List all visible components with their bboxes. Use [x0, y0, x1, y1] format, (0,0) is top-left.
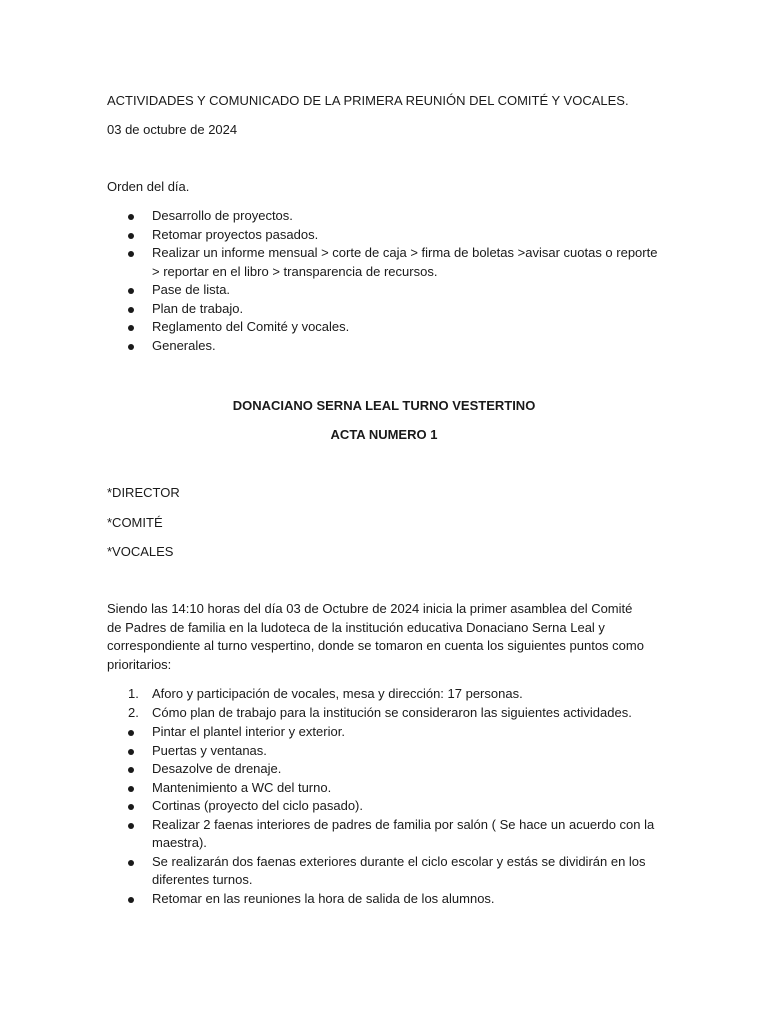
- list-item: Realizar un informe mensual > corte de caja > firma de boletas >avisar cuotas o reporte > reportar en el libro > transparencia de recursos.: [107, 244, 667, 281]
- agenda-label: Orden del día.: [107, 179, 190, 194]
- list-item: Pase de lista.: [107, 281, 667, 300]
- bullet-icon: [128, 307, 134, 313]
- list-item: Desazolve de drenaje.: [107, 760, 667, 779]
- bullet-icon: [128, 344, 134, 350]
- list-item: Retomar en las reuniones la hora de salida de los alumnos.: [107, 890, 667, 909]
- list-item: Puertas y ventanas.: [107, 742, 667, 761]
- activities-list: [107, 723, 667, 908]
- numbered-list: [107, 685, 667, 722]
- bullet-icon: [128, 823, 134, 829]
- attendee-comite: *COMITÉ: [107, 515, 163, 530]
- attendee-director: *DIRECTOR: [107, 485, 180, 500]
- list-item: Generales.: [107, 337, 667, 356]
- list-item: Mantenimiento a WC del turno.: [107, 779, 667, 798]
- bullet-icon: [128, 251, 134, 257]
- bullet-icon: [128, 804, 134, 810]
- document-date: 03 de octubre de 2024: [107, 122, 238, 137]
- bullet-icon: [128, 767, 134, 773]
- list-item: Reglamento del Comité y vocales.: [107, 318, 667, 337]
- bullet-icon: [128, 288, 134, 294]
- bullet-icon: [128, 325, 134, 331]
- bullet-icon: [128, 214, 134, 220]
- list-item: Plan de trabajo.: [107, 300, 667, 319]
- bullet-icon: [128, 897, 134, 903]
- agenda-list: [107, 207, 667, 355]
- list-item: Se realizarán dos faenas exteriores durante el ciclo escolar y estás se dividirán en los diferentes turnos.: [107, 853, 667, 890]
- list-item: 2. Cómo plan de trabajo para la institución se consideraron las siguientes actividades.: [128, 704, 632, 720]
- document-title: ACTIVIDADES Y COMUNICADO DE LA PRIMERA REUNIÓN DEL COMITÉ Y VOCALES.: [107, 93, 629, 108]
- list-item: Retomar proyectos pasados.: [107, 226, 667, 245]
- bullet-icon: [128, 233, 134, 239]
- list-item: Cortinas (proyecto del ciclo pasado).: [107, 797, 667, 816]
- list-item: Desarrollo de proyectos.: [107, 207, 667, 226]
- bullet-icon: [128, 730, 134, 736]
- list-item: Realizar 2 faenas interiores de padres de familia por salón ( Se hace un acuerdo con la maestra).: [107, 816, 667, 853]
- act-heading: ACTA NUMERO 1: [330, 427, 438, 442]
- bullet-icon: [128, 749, 134, 755]
- bullet-icon: [128, 860, 134, 866]
- bullet-icon: [128, 786, 134, 792]
- school-heading: DONACIANO SERNA LEAL TURNO VESTERTINO: [232, 398, 536, 413]
- list-item: Pintar el plantel interior y exterior.: [107, 723, 667, 742]
- list-item: 1. Aforo y participación de vocales, mesa y dirección: 17 personas.: [128, 686, 523, 701]
- attendee-vocales: *VOCALES: [107, 544, 174, 559]
- minutes-paragraph: Siendo las 14:10 horas del día 03 de Octubre de 2024 inicia la primer asamblea del Comité de Padres de familia en la ludoteca de la institución educativa Donaciano Serna Leal y correspondiente al turno vespertino, donde se tomaron en cuenta los siguientes puntos como prioritarios:: [107, 601, 644, 672]
